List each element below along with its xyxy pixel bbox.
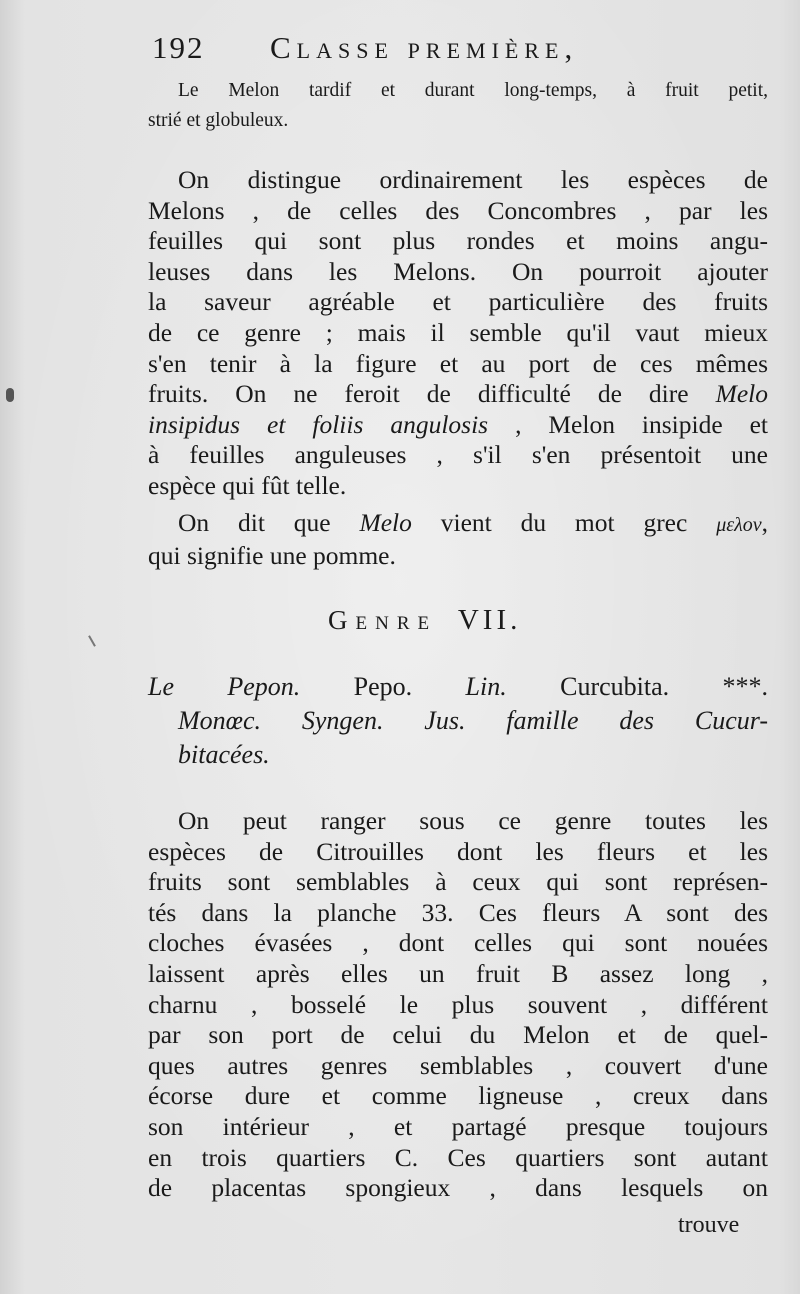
text-line: leuses dans les Melons. On pourroit ajouter [148, 256, 768, 286]
paragraph-1 [148, 165, 768, 502]
latin-term: Melo [359, 508, 412, 537]
genre-number: VII. [457, 604, 522, 636]
latin-name: Pepo. [353, 672, 413, 701]
text-line: fruits sont semblables à ceux qui sont représen- [148, 867, 768, 897]
text-line: écorse dure et comme ligneuse , creux dans [148, 1081, 768, 1111]
text-line [148, 379, 768, 410]
text-line: qui signifie une pomme. [148, 540, 396, 570]
text-line: feuilles qui sont plus rondes et moins angu- [148, 226, 768, 256]
text-line: tés dans la planche 33. Ces fleurs A sont des [148, 897, 768, 927]
text-line: charnu , bosselé le plus souvent , différent [148, 989, 768, 1019]
text-line: de ce genre ; mais il semble qu'il vaut mieux [148, 317, 768, 347]
text-line: On peut ranger sous ce genre toutes les [178, 806, 768, 835]
text-line: son intérieur , et partagé presque toujours [148, 1111, 768, 1141]
text-line: en trois quartiers C. Ces quartiers sont autant [148, 1142, 768, 1172]
text-line: la saveur agréable et particulière des fruits [148, 287, 768, 317]
text-line: On distingue ordinairement les espèces de [178, 165, 768, 194]
paragraph-3 [148, 806, 768, 1204]
text-line: de placentas spongieux , dans lesquels on [148, 1173, 768, 1203]
french-name: Le Pepon. [148, 672, 301, 701]
catchword: trouve [678, 1212, 740, 1238]
intro-entry [148, 76, 768, 136]
rating-stars: ***. [722, 672, 769, 701]
ink-smudge [6, 388, 14, 402]
text-line: ques autres genres semblables , couvert d'une [148, 1050, 768, 1080]
text-line: strié et globuleux. [148, 110, 289, 131]
classification [148, 670, 768, 772]
text-line: laissent après elles un fruit B assez long , [148, 958, 768, 988]
text-segment: fruits. On ne feroit de difficulté de dire [148, 379, 689, 409]
text-line: espèce qui fût telle. [148, 470, 347, 500]
text-line [148, 508, 768, 541]
paragraph-2 [148, 508, 768, 571]
genus-name: Curcubita. [560, 672, 670, 701]
page-number: 192 [152, 30, 205, 65]
genre-heading [328, 604, 521, 637]
text-line: Le Melon tardif et durant long-temps, à fruit petit, [178, 80, 768, 101]
authority: Lin. [465, 672, 507, 701]
margin-mark [88, 635, 96, 646]
text-line: Melons , de celles des Concombres , par les [148, 195, 768, 225]
running-title: Classe première, [270, 30, 579, 65]
text-line: à feuilles anguleuses , s'il s'en présentoit une [148, 440, 768, 470]
text-line: espèces de Citrouilles dont les fleurs et les [148, 836, 768, 866]
text-line: par son port de celui du Melon et de quel- [148, 1020, 768, 1050]
text-line [148, 670, 768, 704]
greek-term: μελον [716, 514, 762, 536]
text-line [148, 410, 768, 441]
latin-phrase: insipidus et foliis angulosis [148, 409, 489, 439]
text-segment: On dit que [178, 508, 331, 537]
latin-term: Melo [715, 379, 769, 409]
text-segment: vient du mot grec [440, 508, 688, 537]
running-header [152, 30, 672, 74]
text-line: Monœc. Syngen. Jus. famille des Cucur- [178, 706, 768, 735]
text-line: bitacées. [178, 740, 270, 769]
genre-label: Genre [328, 605, 438, 635]
text-line: cloches évasées , dont celles qui sont nouées [148, 928, 768, 958]
text-segment: , [761, 508, 769, 537]
text-segment: , Melon insipide et [515, 409, 768, 439]
text-line: s'en tenir à la figure et au port de ces mêmes [148, 348, 768, 378]
